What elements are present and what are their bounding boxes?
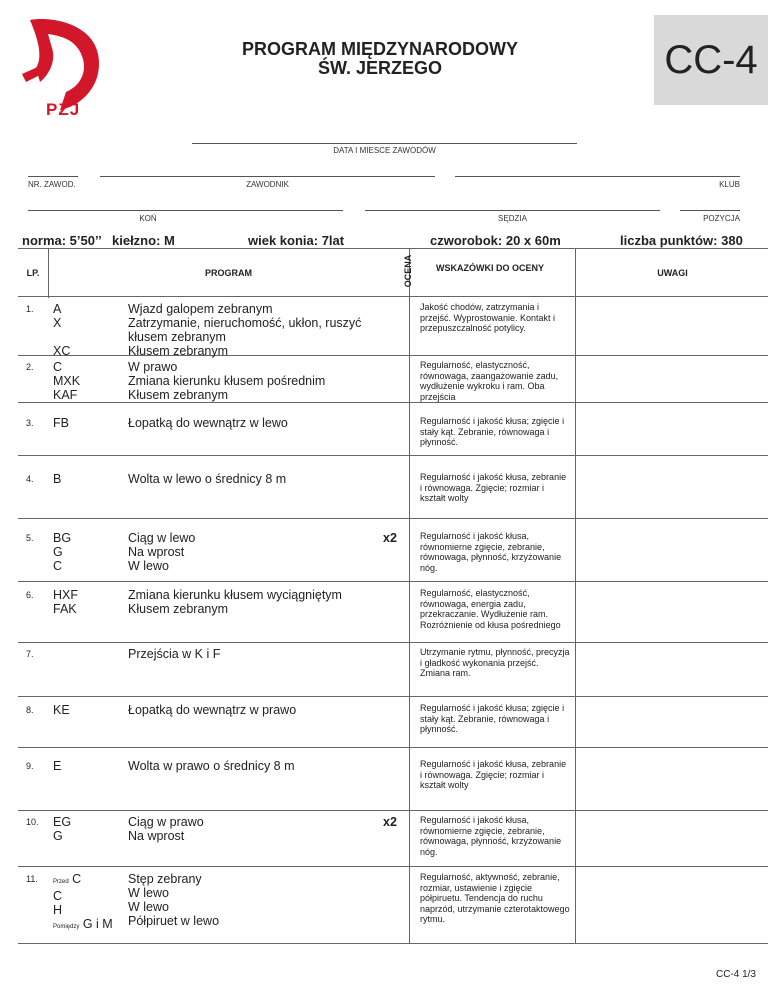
- footer-code: CC-4: [715, 969, 740, 980]
- row-number: 8.: [26, 705, 34, 715]
- rider-caption: ZAWODNIK: [246, 180, 289, 189]
- row-program: W prawo Zmiana kierunku kłusem pośrednim Kłusem zebranym: [128, 360, 326, 402]
- nr-caption: NR. ZAWOD.: [28, 180, 76, 189]
- row-markers: C MXK KAF: [53, 360, 81, 402]
- row-hint: Regularność i jakość kłusa, zebranie i równowaga. Zgięcie; rozmiar i kształt wolty: [420, 759, 567, 790]
- col-score: OCENA: [403, 254, 413, 288]
- row-markers: FB: [53, 416, 69, 430]
- row-number: 11.: [26, 874, 38, 884]
- row-sep: [18, 402, 768, 403]
- row-program: Wolta w prawo o średnicy 8 m: [128, 759, 295, 773]
- row-hint: Regularność, elastyczność, równowaga, energia zadu, przekraczanie. Wydłużenie ram. Rozróżnienie od kłusa pośredniego: [420, 588, 561, 630]
- marker-part: Pomiędzy: [53, 924, 80, 930]
- row-sep: [18, 747, 768, 748]
- row-program: Łopatką do wewnątrz w lewo: [128, 416, 288, 430]
- row-number: 7.: [26, 649, 34, 659]
- arena: czworobok: 20 x 60m: [430, 233, 561, 248]
- col-divider-score: [409, 248, 410, 944]
- row-markers: A X XC: [53, 302, 71, 358]
- norma: norma: 5’50’’: [22, 233, 102, 248]
- judge-caption: SĘDZIA: [498, 214, 527, 223]
- total-points: liczba punktów: 380: [620, 233, 743, 248]
- club-line[interactable]: [455, 176, 740, 177]
- col-divider-hints: [575, 248, 576, 944]
- date-line[interactable]: [192, 143, 577, 144]
- marker-part: G i M: [82, 917, 113, 931]
- row-number: 1.: [26, 304, 34, 314]
- row-number: 10.: [26, 817, 39, 827]
- rider-line[interactable]: [100, 176, 435, 177]
- row-coefficient: x2: [383, 815, 397, 829]
- position-caption: POZYCJA: [703, 214, 740, 223]
- row-markers: KE: [53, 703, 70, 717]
- row-program: Ciąg w prawo Na wprost: [128, 815, 204, 843]
- row-number: 2.: [26, 362, 34, 372]
- row-hint: Jakość chodów, zatrzymania i przejść. Wyprostowanie. Kontakt i przepuszczalność potylicy.: [420, 302, 555, 333]
- row-hint: Regularność, aktywność, zebranie, rozmiar, ustawienie i zgięcie półpiruetu. Tendencja do ruchu naprzód, utrzymanie czterotaktowego rytmu.: [420, 872, 570, 924]
- row-markers: HXF FAK: [53, 588, 78, 616]
- title-line-2: ŚW. JERZEGO: [317, 58, 443, 78]
- marker-part: H: [53, 903, 63, 917]
- row-sep: [18, 810, 768, 811]
- page-title: [160, 40, 600, 78]
- row-number: 3.: [26, 418, 34, 428]
- row-sep: [18, 866, 768, 867]
- bit: kiełzno: M: [112, 233, 175, 248]
- row-hint: Regularność i jakość kłusa; zgięcie i stały kąt. Zebranie, równowaga i płynność.: [420, 703, 565, 734]
- table-top-border: [18, 248, 768, 249]
- row-program: Przejścia w K i F: [128, 647, 221, 661]
- row-markers: [53, 872, 113, 934]
- col-program: PROGRAM: [205, 268, 252, 278]
- judge-line[interactable]: [365, 210, 660, 211]
- row-number: 9.: [26, 761, 34, 771]
- row-hint: Regularność i jakość kłusa, równomierne zgięcie, zebranie, równowaga, płynność, krzyżowanie nóg.: [420, 531, 562, 573]
- col-hints: WSKAZÓWKI DO OCENY: [436, 263, 544, 273]
- row-number: 4.: [26, 474, 34, 484]
- row-markers: BG G C: [53, 531, 72, 573]
- logo-text: PZJ: [46, 100, 81, 119]
- marker-part: C: [53, 889, 63, 903]
- header-bottom-border: [18, 296, 768, 297]
- row-number: 5.: [26, 533, 34, 543]
- row-program: Wolta w lewo o średnicy 8 m: [128, 472, 287, 486]
- row-markers: B: [53, 472, 62, 486]
- test-code-box: CC-4: [654, 15, 768, 105]
- position-line[interactable]: [680, 210, 740, 211]
- horse-line[interactable]: [28, 210, 343, 211]
- row-program: Stęp zebrany W lewo W lewo Półpiruet w lewo: [128, 872, 220, 928]
- footer-page: 1/3: [742, 969, 756, 980]
- row-program: Wjazd galopem zebranym Zatrzymanie, nieruchomość, ukłon, ruszyć kłusem zebranym Kłusem zebranym: [128, 302, 362, 358]
- marker-part: C: [72, 872, 82, 886]
- row-program: Ciąg w lewo Na wprost W lewo: [128, 531, 196, 573]
- horse-age: wiek konia: 7lat: [248, 233, 345, 248]
- row-sep: [18, 642, 768, 643]
- row-hint: Regularność i jakość kłusa, równomierne zgięcie, zebranie, równowaga, płynność, krzyżowanie nóg.: [420, 815, 562, 857]
- club-caption: KLUB: [719, 180, 740, 189]
- nr-line[interactable]: [28, 176, 78, 177]
- row-sep: [18, 943, 768, 944]
- page-footer: [716, 969, 756, 980]
- col-notes: UWAGI: [657, 268, 688, 278]
- row-sep: [18, 518, 768, 519]
- row-sep: [18, 455, 768, 456]
- row-number: 6.: [26, 590, 34, 600]
- row-hint: Regularność i jakość kłusa, zebranie i równowaga. Zgięcie; rozmiar i kształt wolty: [420, 472, 567, 503]
- row-markers: E: [53, 759, 62, 773]
- col-lp: LP.: [26, 268, 40, 278]
- row-program: Zmiana kierunku kłusem wyciągniętym Kłusem zebranym: [128, 588, 342, 616]
- row-hint: Regularność, elastyczność, równowaga, zaangażowanie zadu, wydłużenie wykroku i ram. Oba przejścia: [420, 360, 559, 402]
- date-caption: DATA I MIESCE ZAWODÓW: [333, 146, 436, 155]
- row-markers: EG G: [53, 815, 72, 843]
- row-hint: Utrzymanie rytmu, płynność, precyzja i gładkość wykonania przejść. Zmiana ram.: [420, 647, 570, 678]
- row-coefficient: x2: [383, 531, 397, 545]
- marker-part: Przed: [53, 879, 69, 885]
- row-hint: Regularność i jakość kłusa; zgięcie i stały kąt. Zebranie, równowaga i płynność.: [420, 416, 565, 447]
- row-sep: [18, 696, 768, 697]
- horse-caption: KOŃ: [139, 214, 157, 223]
- row-sep: [18, 581, 768, 582]
- row-program: Łopatką do wewnątrz w prawo: [128, 703, 297, 717]
- title-line-1: PROGRAM MIĘDZYNARODOWY: [242, 39, 518, 59]
